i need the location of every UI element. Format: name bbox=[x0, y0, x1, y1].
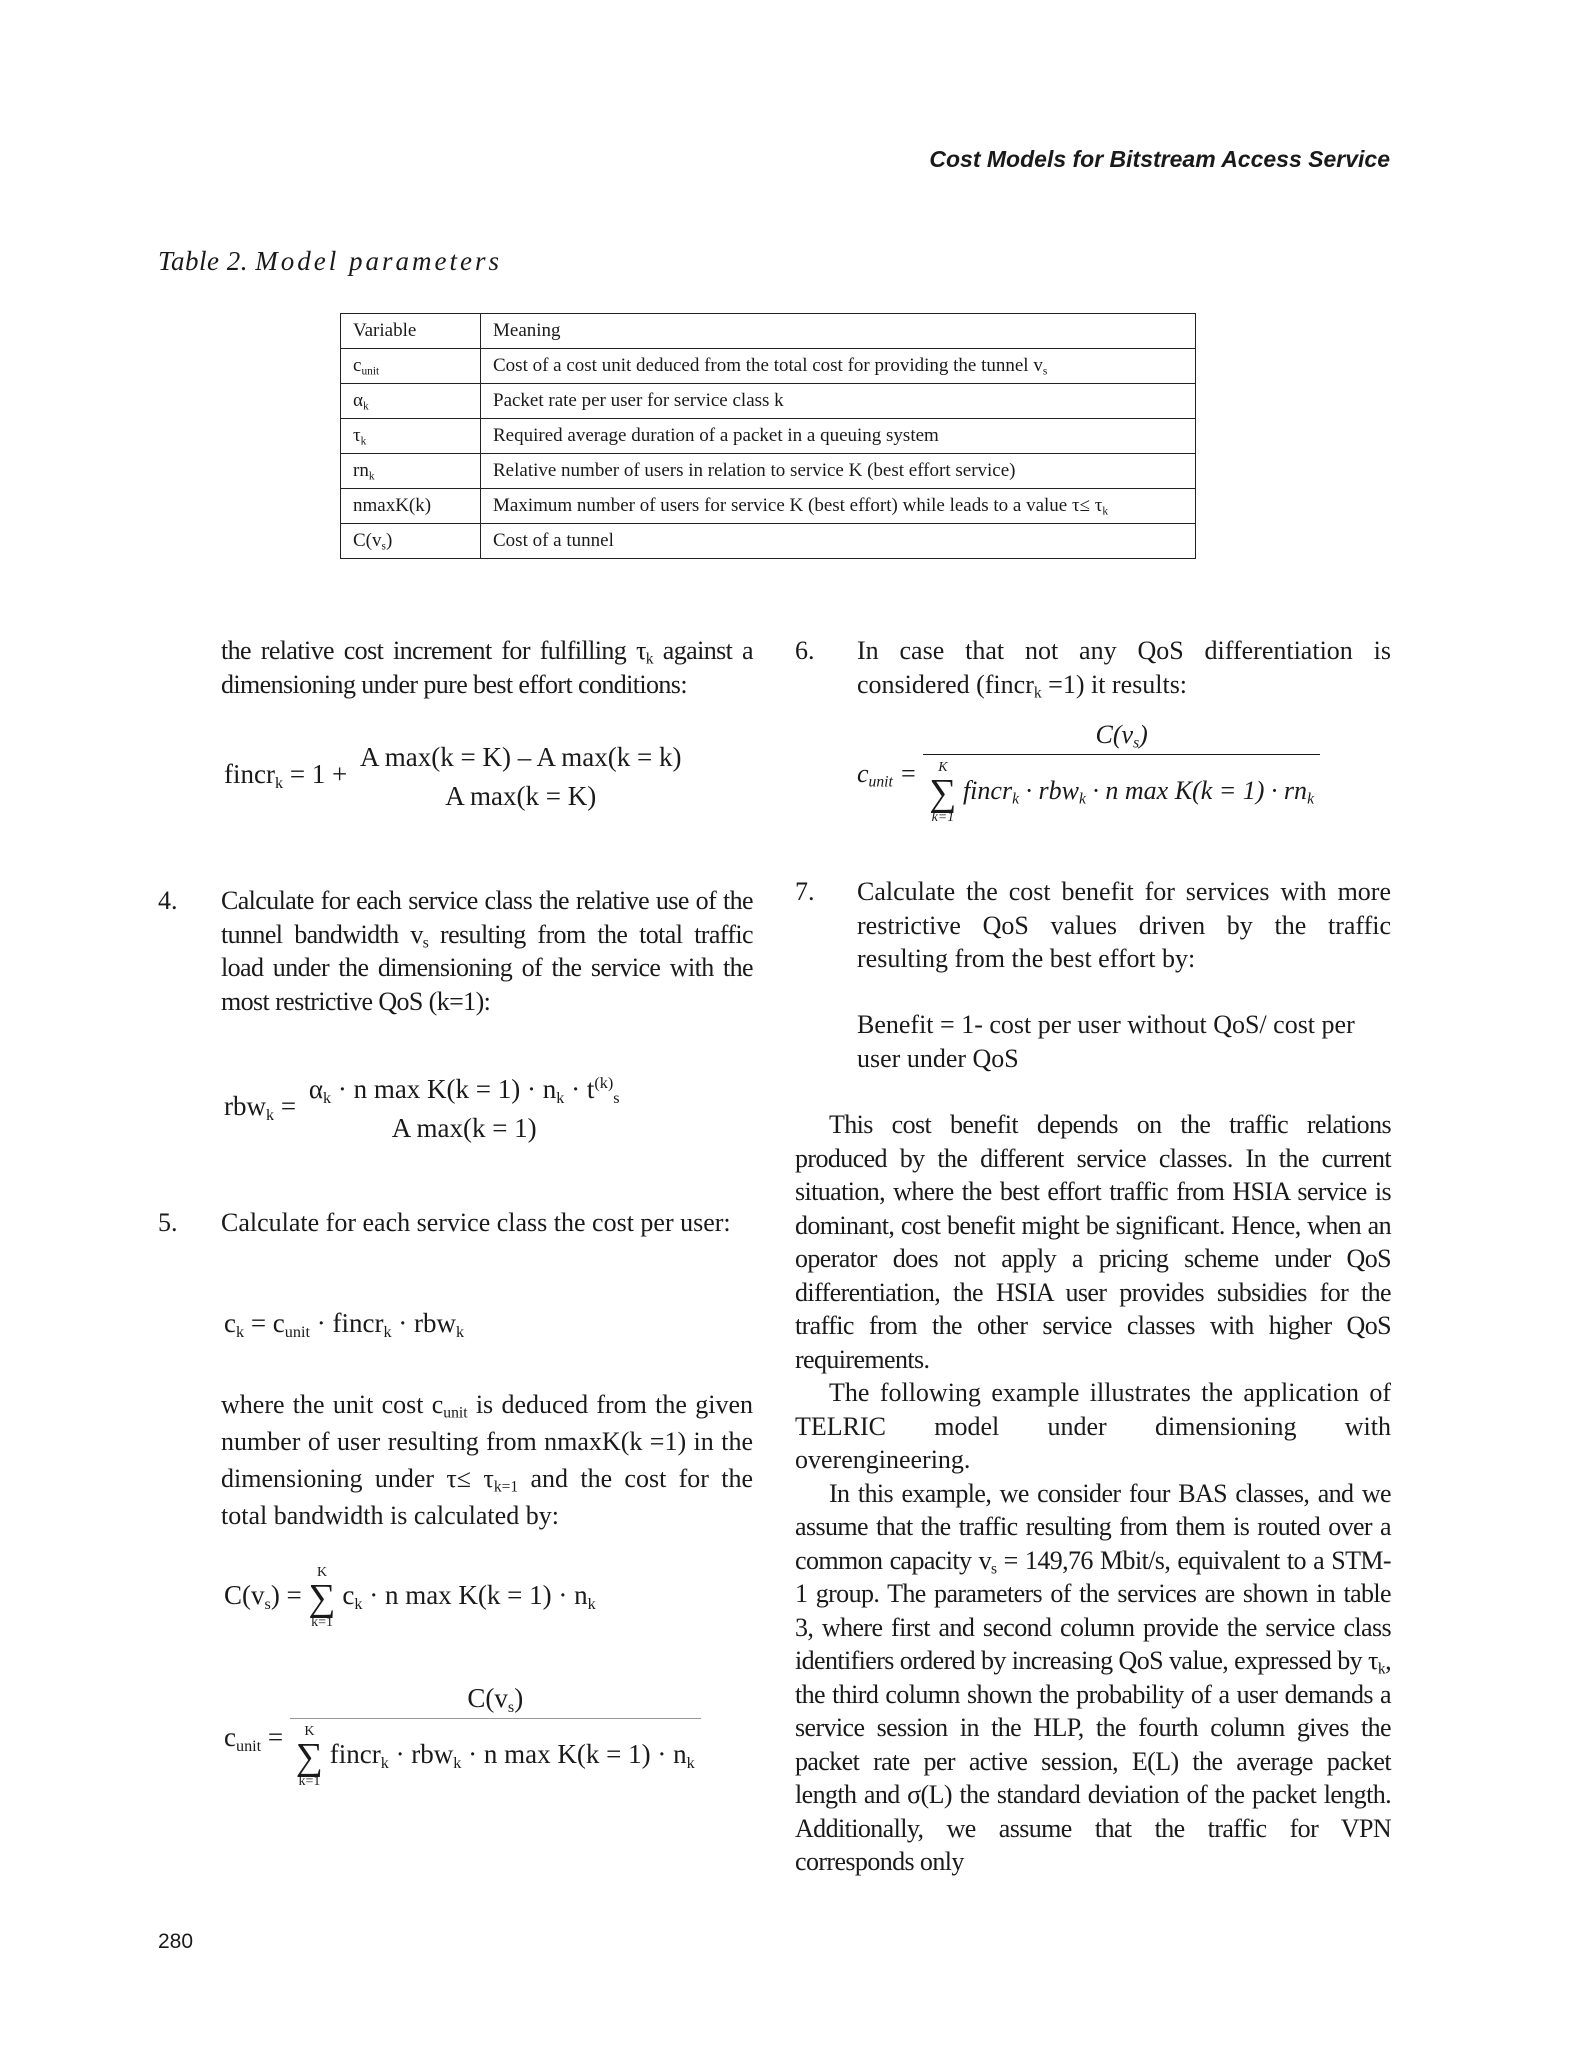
sum-symbol: K ∑ k=1 bbox=[295, 1724, 323, 1789]
paragraph: This cost benefit depends on the traffic relations produced by the different service classes. In the current situation, where the best effort traffic from HSIA service is dominant, cost benefit might be significant. Hence, when an operator does not apply a pricing scheme under QoS differentiation, the HSIA user provides subsidies for the traffic from the other service classes with higher QoS requirements. bbox=[795, 1110, 1391, 1374]
table-caption bbox=[158, 246, 502, 277]
cell-meaning: Relative number of users in relation to service K (best effort service) bbox=[481, 454, 1196, 489]
cell-variable: $c_{unit}$ bbox=[341, 349, 481, 384]
cell-variable: nmaxK(k) bbox=[341, 489, 481, 524]
cell-variable: $C(v_s)$ bbox=[341, 524, 481, 559]
paragraph: The following example illustrates the application of TELRIC model under dimensioning with overengineering. bbox=[795, 1378, 1391, 1474]
list-number-4: 4. bbox=[158, 886, 178, 915]
table-row bbox=[341, 524, 1196, 559]
cell-variable: $\tau_k$ bbox=[341, 419, 481, 454]
equation-fincr: fincr$_k$ = 1 + A max(k = K) – A max(k = k) A max(k = K) bbox=[224, 742, 682, 811]
caption-label: Table 2. bbox=[158, 246, 249, 276]
where-paragraph: where the unit cost $c_{unit}$ is deduced from the given number of user resulting from nmaxK(k =1) in the dimensioning under $\tau\le \tau_{k=1}$ and the cost for the total bandwidth is calculated by: bbox=[221, 1390, 753, 1530]
header-meaning: Meaning bbox=[481, 314, 1196, 349]
equation-rbw: rbw$_k$ = $\alpha_k \cdot n$ $\max K(k = 1) \cdot n_k \cdot t^{(k)}_s$ A max(k = 1) bbox=[224, 1074, 620, 1143]
table-row bbox=[341, 349, 1196, 384]
header-variable: Variable bbox=[341, 314, 481, 349]
item-4-text: Calculate for each service class the relative use of the tunnel bandwidth $v_s$ resulting from the total traffic load under the dimensioning of the service with the most restrictive QoS (k=1): bbox=[221, 886, 753, 1016]
cell-meaning: Maximum number of users for service K (best effort) while leads to a value $\tau\le \tau_k$ bbox=[481, 489, 1196, 524]
equation-ck: $c_k = c_{unit}$ · fincr$_k$ · rbw$_k$ bbox=[224, 1308, 465, 1341]
page-number: 280 bbox=[158, 1930, 194, 1953]
cell-meaning: Packet rate per user for service class k bbox=[481, 384, 1196, 419]
cell-variable: $\alpha_k$ bbox=[341, 384, 481, 419]
cell-meaning: Required average duration of a packet in a queuing system bbox=[481, 419, 1196, 454]
left-intro-paragraph: the relative cost increment for fulfilling $\tau_k$ against a dimensioning under pure best effort conditions: bbox=[221, 636, 754, 699]
table-row bbox=[341, 489, 1196, 524]
cell-meaning: Cost of a cost unit deduced from the total cost for providing the tunnel $v_s$ bbox=[481, 349, 1196, 384]
right-body-text bbox=[795, 1108, 1391, 1879]
benefit-formula: Benefit = 1- cost per user without QoS/ cost per user under QoS bbox=[857, 1010, 1355, 1073]
caption-title: Model parameters bbox=[255, 246, 502, 276]
list-number-6: 6. bbox=[795, 636, 815, 665]
table-row bbox=[341, 384, 1196, 419]
running-header: Cost Models for Bitstream Access Service bbox=[929, 146, 1390, 172]
list-number-7: 7. bbox=[795, 877, 815, 906]
table-row bbox=[341, 419, 1196, 454]
paragraph: In this example, we consider four BAS classes, and we assume that the traffic resulting from them is routed over a common capacity $v_s = 149,76$ Mbit/s, equivalent to a STM-1 group. The parameters of the services are shown in table 3, where first and second column provide the service class identifiers ordered by increasing QoS value, expressed by $\tau_k$, the third column shown the probability of a user demands a service session in the HLP, the fourth column gives the packet rate per active session, E(L) the average packet length and σ(L) the standard deviation of the packet length. Additionally, we assume that the traffic for VPN corresponds only bbox=[795, 1478, 1391, 1876]
sum-symbol: K ∑ k=1 bbox=[308, 1565, 336, 1630]
item-6-text: In case that not any QoS differentiation is considered (fincr$_k$ =1) it results: bbox=[857, 636, 1391, 702]
model-parameters-table bbox=[340, 313, 1196, 559]
cell-variable: $rn_k$ bbox=[341, 454, 481, 489]
sum-symbol: K ∑ k=1 bbox=[929, 760, 957, 825]
equation-cunit-no-qos: $c_{unit}$ = $C(v_s)$ K ∑ k=1 fincr$_k$ · rbw$_k$ · n $\max K(k = 1) \cdot rn_k$ bbox=[857, 722, 1320, 825]
item-7-text: Calculate the cost benefit for services with more restrictive QoS values driven by the traffic resulting from the best effort by: bbox=[857, 877, 1391, 973]
equation-cunit: $c_{unit}$ = $C(v_s)$ K ∑ k=1 fincr$_k$ · rbw$_k$ · n $\max K(k = 1) \cdot n_k$ bbox=[224, 1685, 701, 1789]
equation-total-cost: $C(v_s) = K$ ∑ k=1 $c_k \cdot n$ $\max K(k = 1) \cdot n_k$ bbox=[224, 1565, 596, 1630]
table-header-row bbox=[341, 314, 1196, 349]
cell-meaning: Cost of a tunnel bbox=[481, 524, 1196, 559]
table-row bbox=[341, 454, 1196, 489]
list-number-5: 5. bbox=[158, 1208, 178, 1237]
item-5-text: Calculate for each service class the cost per user: bbox=[221, 1208, 731, 1237]
